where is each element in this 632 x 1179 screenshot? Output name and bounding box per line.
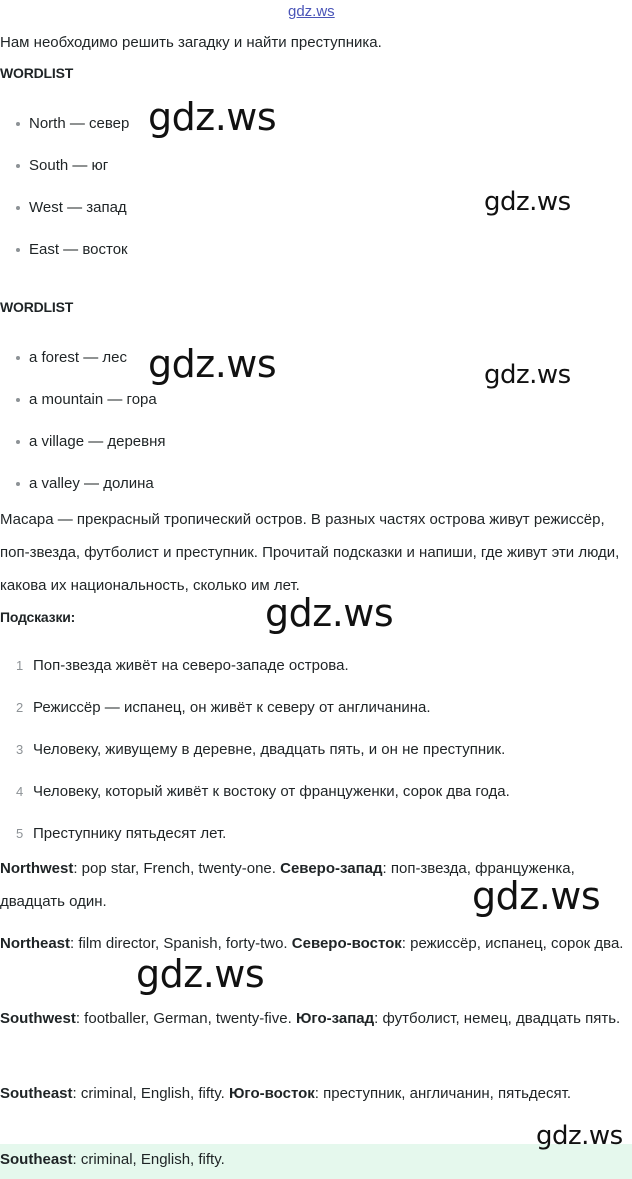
watermark-logo: gdz.ws [265, 591, 394, 635]
answer-ru-label: Юго-восток [228, 1085, 315, 1102]
hint-text: Режиссёр — испанец, он живёт к северу от англичанина. [33, 699, 431, 716]
answer-ru-text: : поп-звезда, француженка, двадцать один. [0, 860, 575, 910]
watermark-logo: gdz.ws [148, 342, 277, 386]
wordlist-item-text: North — север [29, 115, 130, 132]
hint-number: 3 [16, 742, 24, 758]
answer-ru-label: Юго-запад [295, 1010, 375, 1027]
hint-text: Человеку, который живёт к востоку от француженки, сорок два года. [33, 783, 510, 800]
wordlist-2-item [16, 433, 166, 452]
hints-heading: Подсказки: [0, 609, 76, 625]
intro-text: Нам необходимо решить загадку и найти преступника. [0, 34, 382, 51]
task-paragraph: Масара — прекрасный тропический остров. В разных частях острова живут режиссёр, поп-звезда, футболист и преступник. Прочитай подсказки и напиши, где живут эти люди, какова их национальность, сколько им лет. [0, 511, 620, 594]
bullet-dot-icon [16, 248, 20, 252]
answer-block [0, 1074, 632, 1110]
hint-text: Преступнику пятьдесят лет. [33, 825, 227, 842]
answer-en-text: : film director, Spanish, forty-two. [70, 935, 288, 952]
watermark-logo: gdz.ws [136, 952, 265, 996]
hint-item [16, 741, 505, 760]
wordlist-item-text: South — юг [29, 157, 109, 174]
bullet-dot-icon [16, 356, 20, 360]
watermark-logo: gdz.ws [536, 1121, 623, 1151]
bullet-dot-icon [16, 398, 20, 402]
answer-ru-text: : футболист, немец, двадцать пять. [374, 1010, 621, 1027]
bullet-dot-icon [16, 482, 20, 486]
wordlist-item-text: a valley — долина [29, 475, 154, 492]
answer-en-text: : pop star, French, twenty-one. [73, 860, 276, 877]
wordlist-2-item [16, 349, 127, 368]
bullet-dot-icon [16, 122, 20, 126]
answer-ru-label: Северо-восток [291, 935, 402, 952]
answer-block [0, 924, 632, 960]
wordlist-item-text: a forest — лес [29, 349, 127, 366]
hint-item [16, 825, 226, 844]
hint-text: Человеку, живущему в деревне, двадцать пять, и он не преступник. [33, 741, 506, 758]
watermark-logo: gdz.ws [484, 187, 571, 217]
wordlist-1-item [16, 157, 108, 176]
answer-en-label: Northwest [0, 860, 74, 877]
hint-item [16, 657, 349, 676]
hint-number: 5 [16, 826, 24, 842]
answer-en-text: : footballer, German, twenty-five. [75, 1010, 292, 1027]
answer-en-label: Southwest [0, 1010, 76, 1027]
wordlist-1-item [16, 241, 128, 260]
top-watermark-link[interactable]: gdz.ws [288, 3, 335, 20]
watermark-logo: gdz.ws [472, 874, 601, 918]
wordlist-1-item [16, 115, 129, 134]
answer-block [0, 999, 632, 1035]
wordlist-item-text: a mountain — гора [29, 391, 157, 408]
final-answer-label: Southeast [0, 1151, 73, 1168]
hint-number: 2 [16, 700, 24, 716]
hint-number: 1 [16, 658, 24, 674]
hint-item [16, 783, 510, 802]
wordlist-item-text: East — восток [29, 241, 128, 258]
hint-number: 4 [16, 784, 24, 800]
answer-en-label: Northeast [0, 935, 71, 952]
watermark-logo: gdz.ws [148, 95, 277, 139]
wordlist-2-item [16, 391, 157, 410]
answer-ru-text: : преступник, англичанин, пятьдесят. [314, 1085, 572, 1102]
wordlist-item-text: West — запад [29, 199, 127, 216]
answer-en-text: : criminal, English, fifty. [72, 1085, 225, 1102]
watermark-logo: gdz.ws [484, 360, 571, 390]
bullet-dot-icon [16, 440, 20, 444]
hint-item [16, 699, 431, 718]
wordlist-heading-1: WORDLIST [0, 65, 74, 81]
wordlist-2-item [16, 475, 154, 494]
wordlist-1-item [16, 199, 127, 218]
hint-text: Поп-звезда живёт на северо-западе острова. [33, 657, 349, 674]
answer-ru-label: Северо-запад [280, 860, 383, 877]
bullet-dot-icon [16, 164, 20, 168]
answer-en-label: Southeast [0, 1085, 73, 1102]
wordlist-heading-2: WORDLIST [0, 299, 74, 315]
answer-ru-text: : режиссёр, испанец, сорок два. [401, 935, 624, 952]
bullet-dot-icon [16, 206, 20, 210]
wordlist-item-text: a village — деревня [29, 433, 166, 450]
final-answer-text: : criminal, English, fifty. [72, 1151, 225, 1168]
